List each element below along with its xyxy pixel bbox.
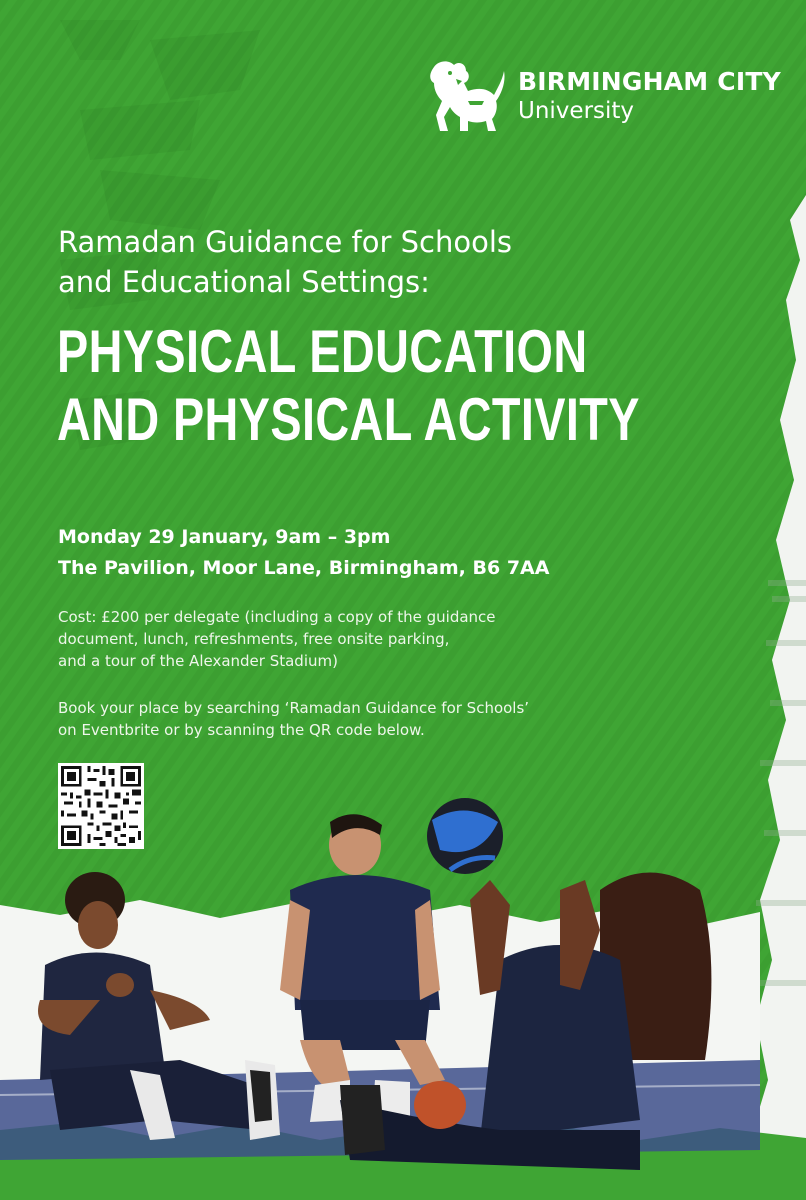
- student-left: [38, 872, 280, 1140]
- headline-line-2: AND PHYSICAL ACTIVITY: [57, 386, 640, 453]
- booking-line-2: on Eventbrite or by scanning the QR code below.: [58, 721, 425, 739]
- event-date-time: Monday 29 January, 9am – 3pm: [58, 526, 391, 548]
- subtitle-line-1: Ramadan Guidance for Schools: [58, 225, 513, 259]
- cost-line-3: and a tour of the Alexander Stadium): [58, 652, 338, 670]
- headline-line-1: PHYSICAL EDUCATION: [57, 318, 588, 385]
- logo-subtitle: University: [518, 98, 635, 124]
- cost-line-1: Cost: £200 per delegate (including a copy of the guidance: [58, 608, 496, 626]
- logo-title: BIRMINGHAM CITY: [518, 67, 781, 96]
- medicine-ball: [427, 798, 503, 874]
- cost-line-2: document, lunch, refreshments, free onsite parking,: [58, 630, 450, 648]
- booking-line-1: Book your place by searching ‘Ramadan Guidance for Schools’: [58, 699, 530, 717]
- event-venue: The Pavilion, Moor Lane, Birmingham, B6 7AA: [58, 557, 550, 579]
- subtitle-line-2: and Educational Settings:: [58, 265, 430, 299]
